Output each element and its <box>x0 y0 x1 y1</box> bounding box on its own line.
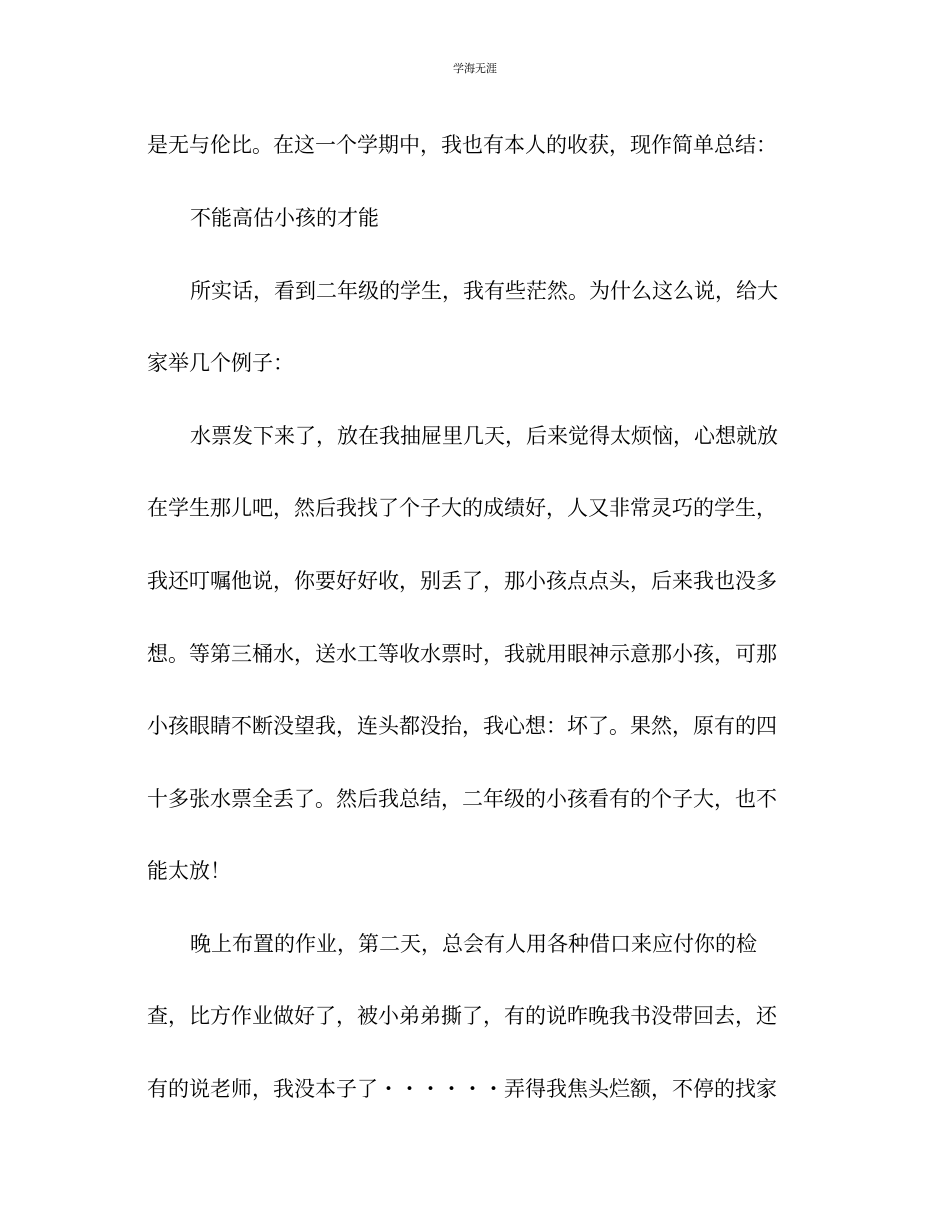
section-heading: 不能高估小孩的才能 <box>190 206 379 230</box>
text-line: 查，比方作业做好了，被小弟弟撕了，有的说昨晚我书没带回去，还 <box>147 1004 777 1028</box>
text-line: 能太放！ <box>147 859 231 883</box>
text-line: 家举几个例子： <box>147 351 294 375</box>
text-line: 我还叮嘱他说，你要好好收，别丢了，那小孩点点头，后来我也没多 <box>147 569 777 593</box>
text-line: 水票发下来了，放在我抽屉里几天，后来觉得太烦恼，心想就放 <box>190 424 778 448</box>
text-line: 在学生那儿吧，然后我找了个子大的成绩好，人又非常灵巧的学生， <box>147 496 777 520</box>
text-line: 小孩眼睛不断没望我，连头都没抬，我心想：坏了。果然，原有的四 <box>147 714 777 738</box>
text-line: 有的说老师，我没本子了・・・・・・弄得我焦头烂额，不停的找家 <box>147 1077 777 1101</box>
text-line: 十多张水票全丢了。然后我总结，二年级的小孩看有的个子大，也不 <box>147 787 777 811</box>
text-line: 是无与伦比。在这一个学期中，我也有本人的收获，现作简单总结： <box>147 133 777 157</box>
text-line: 晚上布置的作业，第二天，总会有人用各种借口来应付你的检 <box>190 932 757 956</box>
text-line: 所实话，看到二年级的学生，我有些茫然。为什么这么说，给大 <box>190 279 778 303</box>
text-line: 想。等第三桶水，送水工等收水票时，我就用眼神示意那小孩，可那 <box>147 642 777 666</box>
page-header: 学海无涯 <box>453 62 497 75</box>
